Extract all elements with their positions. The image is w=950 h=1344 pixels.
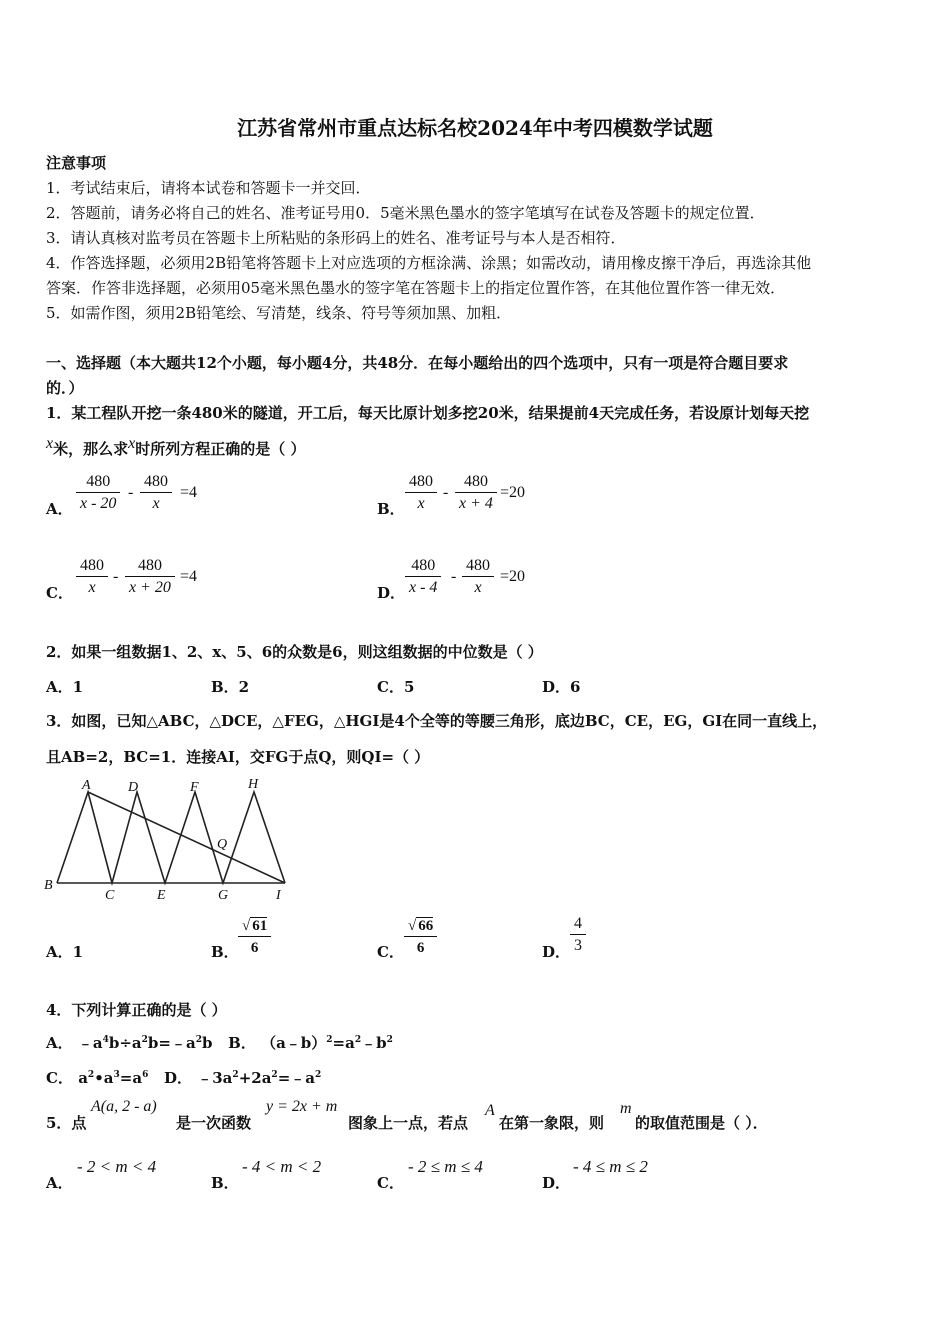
note-item: 5．如需作图，须用2B铅笔绘、写清楚，线条、符号等须加黑、加粗． (46, 304, 512, 322)
note-item: 2．答题前，请务必将自己的姓名、准考证号用0．5毫米黑色墨水的签字笔填写在试卷及答题卡的规定位置． (46, 204, 765, 222)
option-c-expr: - 2 ≤ m ≤ 4 (408, 1157, 483, 1176)
option-label: C． (377, 1174, 404, 1192)
option-label: D． (542, 1174, 571, 1192)
page-title: 江苏省常州市重点达标名校2024年中考四模数学试题 (237, 116, 713, 140)
fraction: $\frac{480}{x}$ (462, 556, 494, 599)
note-item: 答案．作答非选择题，必须用05毫米黑色墨水的签字笔在答题卡上的指定位置作答，在其他位置作答一律无效． (46, 279, 786, 297)
label-H: H (248, 777, 259, 792)
fraction: $\frac{480}{x - 4}$ (405, 556, 441, 599)
question-5-text: 在第一象限，则 (499, 1114, 605, 1132)
option-label: B． (377, 500, 405, 518)
question-4-text: 4．下列计算正确的是（ ） (46, 1001, 227, 1019)
var-x: x (128, 435, 136, 452)
question-1-text-cont (46, 435, 306, 459)
option-label: B． (211, 943, 239, 961)
point-expression: A(a, 2 - a) (91, 1098, 157, 1115)
option-b: B．2 (211, 678, 250, 696)
equation-rhs: =4 (180, 484, 198, 501)
notes-heading: 注意事项 (46, 154, 107, 172)
question-2-text: 2．如果一组数据1、2、x、5、6的众数是6，则这组数据的中位数是（ ） (46, 643, 543, 661)
question-4-options-row1: A． $﹣a^4b\div a^2b=﹣a^2b$ B． $(a﹣b)^2=a^2﹣b^2$ (46, 1034, 393, 1052)
fraction: $\frac{480}{x + 4}$ (455, 472, 497, 515)
label-B: B (44, 878, 53, 893)
minus-sign: - (113, 568, 119, 585)
fraction: $\frac{480}{x}$ (140, 472, 172, 515)
label-F: F (190, 780, 199, 795)
label-E: E (157, 888, 166, 903)
option-label: C． (46, 584, 73, 602)
section-heading: 一、选择题（本大题共12个小题，每小题4分，共48分．在每小题给出的四个选项中，只有一项是符合题目要求 (46, 354, 789, 372)
option-label: D． (377, 584, 406, 602)
triangles-figure (40, 772, 290, 907)
equation-rhs: =20 (500, 568, 526, 585)
fraction: $\frac{480}{x}$ (405, 472, 437, 515)
q1-tail: 时所列方程正确的是（ ） (135, 440, 306, 458)
var-x: x (46, 435, 54, 452)
label-A: A (82, 778, 91, 793)
note-item: 4．作答选择题，必须用2B铅笔将答题卡上对应选项的方框涂满、涂黑；如需改动，请用橡皮擦干净后，再选涂其他 (46, 254, 812, 272)
note-item: 1．考试结束后，请将本试卷和答题卡一并交回． (46, 179, 371, 197)
question-1-text: 1．某工程队开挖一条480米的隧道，开工后，每天比原计划多挖20米，结果提前4天完成任务，若设原计划每天挖 (46, 404, 810, 422)
question-5-tail: 的取值范围是（ ）． (635, 1114, 768, 1132)
option-label: B． (211, 1174, 239, 1192)
fraction: $\frac{480}{x + 20}$ (125, 556, 175, 599)
label-G: G (218, 888, 229, 903)
label-D: D (128, 780, 139, 795)
option-d-expr: - 4 ≤ m ≤ 2 (573, 1157, 648, 1176)
minus-sign: - (128, 484, 134, 501)
option-label: A． (46, 500, 73, 518)
option-c: C．5 (377, 678, 415, 696)
question-4-options-row2: C． $a^2•a^3=a^6$ D． $﹣3a^2+2a^2=﹣a^2$ (46, 1069, 322, 1087)
fraction: $\frac{4}{3}$ (570, 914, 586, 957)
label-Q: Q (217, 837, 228, 852)
var-a: A (485, 1102, 495, 1119)
fraction: $\frac{480}{x - 20}$ (76, 472, 120, 515)
fraction: $\frac{480}{x}$ (76, 556, 108, 599)
minus-sign: - (443, 484, 449, 501)
option-b-expr: - 4 < m < 2 (242, 1157, 322, 1176)
question-5-text: 图象上一点，若点 (348, 1114, 469, 1132)
label-C: C (105, 888, 115, 903)
question-5-text: 是一次函数 (176, 1114, 252, 1132)
var-m: m (620, 1100, 632, 1117)
function-expression: y = 2x + m (266, 1098, 338, 1115)
equation-rhs: =20 (500, 484, 526, 501)
minus-sign: - (451, 568, 457, 585)
option-a-expr: - 2 < m < 4 (77, 1157, 157, 1176)
option-a: A．1 (46, 943, 84, 961)
fraction-sqrt: $\frac{√ 66}{6}$ (404, 916, 437, 959)
label-I: I (276, 888, 281, 903)
question-3-text-cont: 且AB=2，BC=1．连接AI，交FG于点Q，则QI=（ ） (46, 748, 430, 766)
option-label: D． (542, 943, 571, 961)
question-5-prefix: 5．点 (46, 1114, 87, 1132)
note-item: 3．请认真核对监考员在答题卡上所粘贴的条形码上的姓名、准考证号与本人是否相符． (46, 229, 626, 247)
section-heading-cont: 的．） (46, 379, 84, 397)
option-a: A．1 (46, 678, 84, 696)
option-label: A． (46, 1174, 73, 1192)
q1-mid: 米，那么求 (53, 440, 129, 458)
equation-rhs: =4 (180, 568, 198, 585)
option-d: D．6 (542, 678, 581, 696)
fraction-sqrt: $\frac{√ 61}{6}$ (238, 916, 271, 959)
option-label: C． (377, 943, 404, 961)
question-3-text: 3．如图，已知△ABC，△DCE，△FEG，△HGI是4个全等的等腰三角形，底边BC，CE，EG，GI在同一直线上， (46, 712, 828, 730)
